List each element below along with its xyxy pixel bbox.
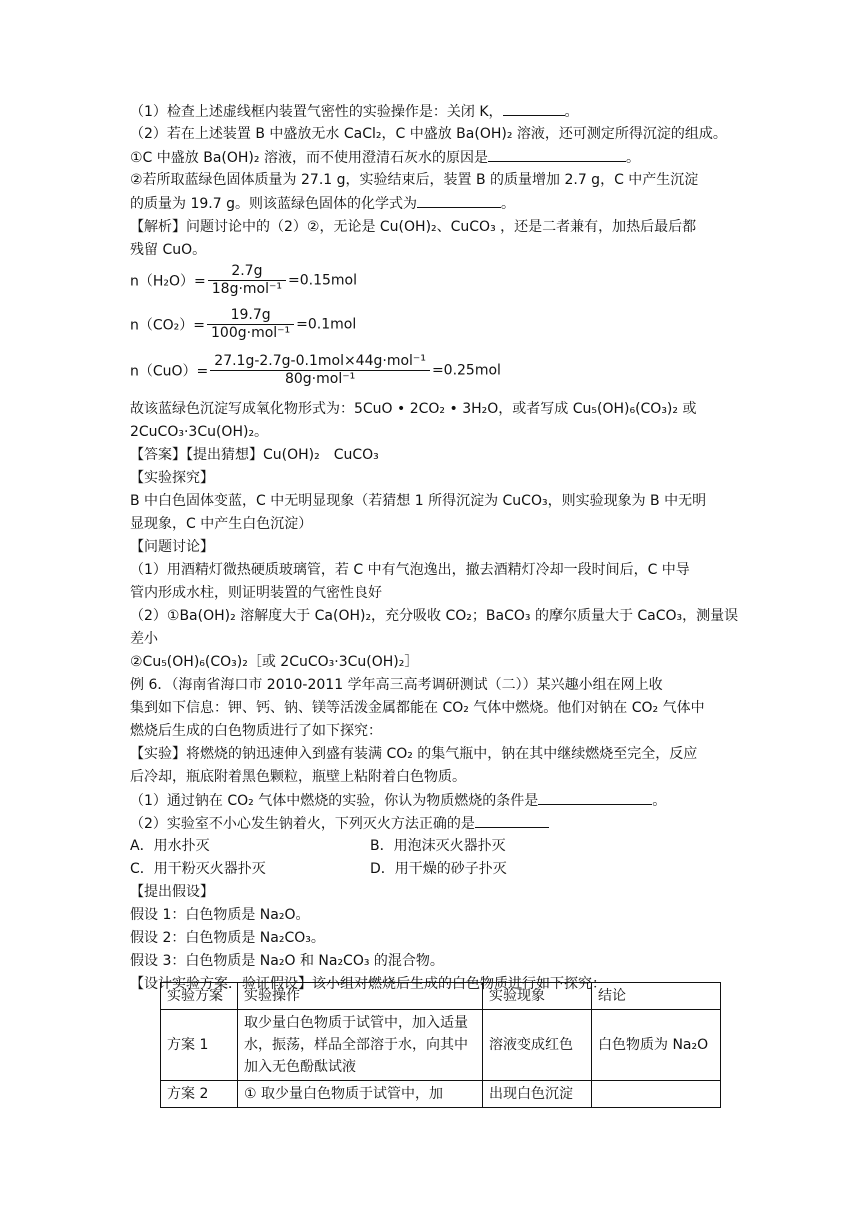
analysis-line-1: 【解析】问题讨论中的（2）②，无论是 Cu(OH)₂、CuCO₃ ，还是二者兼有，加热后最后都 xyxy=(130,219,697,235)
question-1: （1）检查上述虚线框内装置气密性的实验操作是：关闭 K， 。 xyxy=(130,100,579,122)
question-2: （2）若在上述装置 B 中盛放无水 CaCl₂，C 中盛放 Ba(OH)₂ 溶液，还可测定所得沉淀的组成。 xyxy=(130,126,727,142)
discuss-2-line-2: 差小 xyxy=(130,631,158,647)
answer-blank[interactable] xyxy=(488,146,626,162)
option-d[interactable]: D．用干燥的砂子扑灭 xyxy=(370,861,507,877)
problem-2: （2）实验室不小心发生钠着火，下列灭火方法正确的是 xyxy=(130,812,549,834)
explore-line-2: 显现象，C 中产生白色沉淀） xyxy=(130,516,313,532)
equation-co2: n（CO₂）= $\frac{19.7g}{\text{100g·mol⁻¹}}$ =0.1mol xyxy=(130,307,357,341)
example-6-line-1: 例 6．（海南省海口市 2010-2011 学年高三高考调研测试（二））某兴趣小组在网上收 xyxy=(130,677,663,693)
answer-blank[interactable] xyxy=(417,192,501,208)
fraction: $\frac{2.7g}{\text{18g·mol⁻¹}}$ xyxy=(208,263,286,298)
equation-cuo: n（CuO）= $\frac{\text{27.1g-2.7g-0.1mol×44g·mol⁻¹}}{\text{80g·mol⁻¹}}$ =0.25mol xyxy=(130,353,501,387)
header-phenomenon: 实验现象 xyxy=(483,983,592,1010)
conclusion-line-1: 故该蓝绿色沉淀写成氧化物形式为：5CuO • 2CO₂ • 3H₂O，或者写成 Cu₅(OH)₆(CO₃)₂ 或 xyxy=(130,401,697,417)
cell-conclusion xyxy=(592,1081,721,1108)
fraction: $\frac{\text{27.1g-2.7g-0.1mol×44g·mol⁻¹}}{\text{80g·mol⁻¹}}$ xyxy=(210,353,430,388)
answer-blank[interactable] xyxy=(503,100,565,116)
discuss-2-line-1: （2）①Ba(OH)₂ 溶解度大于 Ca(OH)₂，充分吸收 CO₂；BaCO₃ 的摩尔质量大于 CaCO₃，测量误 xyxy=(130,608,739,624)
answer-heading: 【答案】【提出猜想】Cu(OH)₂ CuCO₃ xyxy=(130,447,379,463)
cell-plan: 方案 2 xyxy=(161,1081,238,1108)
analysis-line-2: 残留 CuO。 xyxy=(130,242,207,258)
experiment-line-2: 后冷却，瓶底附着黑色颗粒，瓶壁上粘附着白色物质。 xyxy=(130,769,466,785)
option-b[interactable]: B．用泡沫灭火器扑灭 xyxy=(370,838,506,854)
header-operation: 实验操作 xyxy=(238,983,483,1010)
header-plan: 实验方案 xyxy=(161,983,238,1010)
conclusion-line-2: 2CuCO₃·3Cu(OH)₂。 xyxy=(130,424,269,440)
question-2-part-1: ①C 中盛放 Ba(OH)₂ 溶液，而不使用澄清石灰水的原因是 。 xyxy=(130,146,640,168)
table-row xyxy=(161,1081,721,1108)
cell-operation: ① 取少量白色物质于试管中，加 xyxy=(238,1081,483,1108)
option-c[interactable]: C．用干粉灭火器扑灭 xyxy=(130,861,266,877)
discuss-heading: 【问题讨论】 xyxy=(130,539,214,555)
discuss-1-line-1: （1）用酒精灯微热硬质玻璃管，若 C 中有气泡逸出，撤去酒精灯冷却一段时间后，C 中导 xyxy=(130,562,690,578)
experiment-table xyxy=(160,982,721,1108)
table-header-row xyxy=(161,983,721,1010)
question-2-part-2-line-2: 的质量为 19.7 g。则该蓝绿色固体的化学式为 。 xyxy=(130,192,515,214)
answer-blank[interactable] xyxy=(538,789,652,805)
discuss-1-line-2: 管内形成水柱，则证明装置的气密性良好 xyxy=(130,585,382,601)
example-6-line-3: 燃烧后生成的白色物质进行了如下探究： xyxy=(130,723,382,739)
hypothesis-1: 假设 1：白色物质是 Na₂O。 xyxy=(130,907,310,923)
fraction: $\frac{19.7g}{\text{100g·mol⁻¹}}$ xyxy=(207,307,294,342)
cell-phenomenon: 出现白色沉淀 xyxy=(483,1081,592,1108)
hypothesis-3: 假设 3：白色物质是 Na₂O 和 Na₂CO₃ 的混合物。 xyxy=(130,953,444,969)
hypothesis-heading: 【提出假设】 xyxy=(130,884,214,900)
option-a[interactable]: A．用水扑灭 xyxy=(130,838,210,854)
problem-1: （1）通过钠在 CO₂ 气体中燃烧的实验，你认为物质燃烧的条件是 。 xyxy=(130,789,666,811)
discuss-2-line-3: ②Cu₅(OH)₆(CO₃)₂［或 2CuCO₃·3Cu(OH)₂］ xyxy=(130,654,419,670)
cell-operation: 取少量白色物质于试管中，加入适量水，振荡，样品全部溶于水，向其中加入无色酚酞试液 xyxy=(238,1010,483,1081)
equation-water: n（H₂O）= $\frac{2.7g}{\text{18g·mol⁻¹}}$ =0.15mol xyxy=(130,263,358,297)
answer-blank[interactable] xyxy=(475,812,549,828)
cell-conclusion: 白色物质为 Na₂O xyxy=(592,1010,721,1081)
cell-phenomenon: 溶液变成红色 xyxy=(483,1010,592,1081)
explore-line-1: B 中白色固体变蓝，C 中无明显现象（若猜想 1 所得沉淀为 CuCO₃，则实验现象为 B 中无明 xyxy=(130,493,707,509)
explore-heading: 【实验探究】 xyxy=(130,470,214,486)
example-6-line-2: 集到如下信息：钾、钙、钠、镁等活泼金属都能在 CO₂ 气体中燃烧。他们对钠在 CO₂ 气体中 xyxy=(130,700,705,716)
design-heading: 【设计实验方案．验证假设】该小组对燃烧后生成的白色物质进行如下探究： xyxy=(130,976,606,992)
header-conclusion: 结论 xyxy=(592,983,721,1010)
question-2-part-2-line-1: ②若所取蓝绿色固体质量为 27.1 g，实验结束后，装置 B 的质量增加 2.7 g，C 中产生沉淀 xyxy=(130,172,699,188)
experiment-line-1: 【实验】将燃烧的钠迅速伸入到盛有装满 CO₂ 的集气瓶中，钠在其中继续燃烧至完全，反应 xyxy=(130,746,698,762)
hypothesis-2: 假设 2：白色物质是 Na₂CO₃。 xyxy=(130,930,325,946)
cell-plan: 方案 1 xyxy=(161,1010,238,1081)
table-row xyxy=(161,1010,721,1081)
